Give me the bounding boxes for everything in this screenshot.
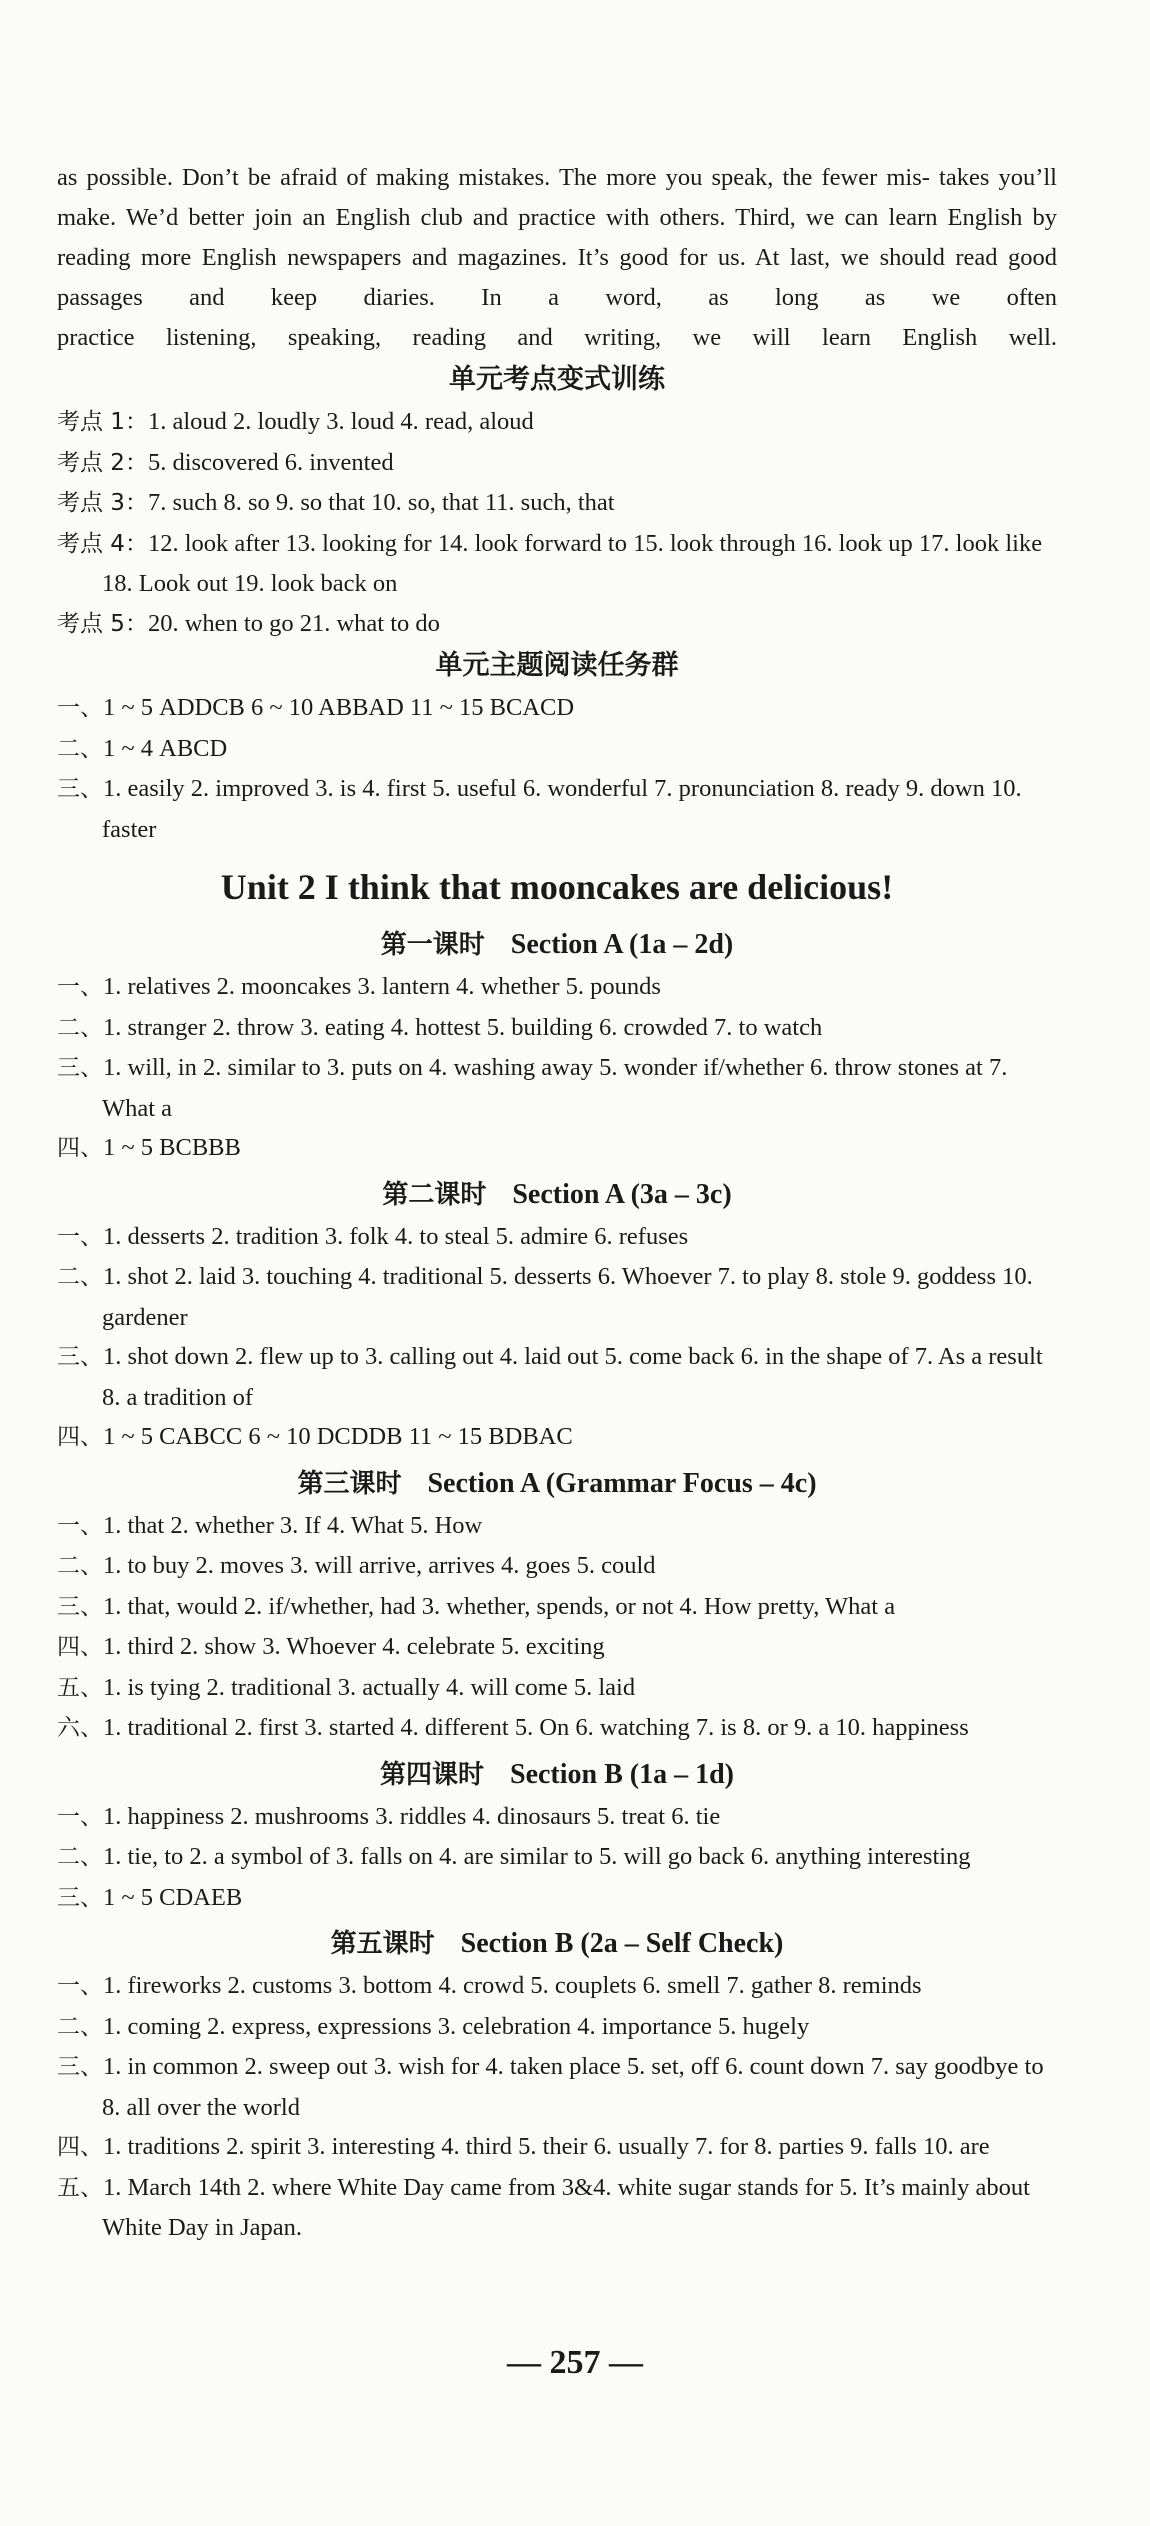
answer-row (57, 1546, 1057, 1587)
intro-line: practice listening, speaking, reading and writing, we will learn English well. (57, 324, 1057, 351)
answer-text: 1. is tying 2. traditional 3. actually 4. will come 5. laid (103, 1673, 636, 1701)
answer-label: 一、 (57, 1803, 103, 1830)
lesson-title (57, 1173, 1057, 1217)
section1-rows (57, 402, 1057, 644)
answer-text: 1. happiness 2. mushrooms 3. riddles 4. dinosaurs 5. treat 6. tie (103, 1802, 721, 1830)
answer-text: 12. look after 13. looking for 14. look forward to 15. look through 16. look up 17. look like 18. Look out 19. look back on (102, 529, 1043, 597)
intro-line: as possible. Don’t be afraid of making mistakes. The more you speak, the fewer mis- (57, 164, 930, 191)
answer-content (57, 158, 1057, 2248)
answer-label: 二、 (57, 1553, 103, 1579)
answer-label: 考点 4： (57, 530, 148, 557)
lesson-title-cn: 第二课时 (382, 1179, 487, 1210)
answer-row (57, 729, 1057, 770)
section2-rows (57, 688, 1057, 849)
answer-label: 三、 (57, 776, 103, 802)
lessons (57, 923, 1057, 2248)
answer-label: 一、 (57, 1973, 103, 1999)
answer-row (57, 1506, 1057, 1547)
answer-row (57, 1217, 1057, 1258)
lesson-title (57, 923, 1057, 967)
answer-label: 三、 (57, 2054, 103, 2080)
answer-text: 1. stranger 2. throw 3. eating 4. hottest 5. building 6. crowded 7. to watch (103, 1013, 823, 1041)
answer-text: 1. third 2. show 3. Whoever 4. celebrate 5. exciting (103, 1633, 605, 1660)
answer-text: 1. coming 2. express, expressions 3. celebration 4. importance 5. hugely (103, 2012, 810, 2040)
section-title-exercises: 单元考点变式训练 (449, 364, 665, 395)
answer-label: 二、 (57, 1264, 103, 1290)
answer-text: 1. shot 2. laid 3. touching 4. traditional 5. desserts 6. Whoever 7. to play 8. stole 9. goddess 10. gardener (102, 1263, 1033, 1331)
answer-label: 三、 (57, 1593, 103, 1620)
answer-row (57, 1417, 1057, 1458)
answer-label: 二、 (57, 2013, 103, 2040)
answer-text: 1. aloud 2. loudly 3. loud 4. read, aloud (147, 408, 534, 435)
answer-label: 二、 (57, 735, 103, 762)
answer-row (57, 443, 1057, 484)
answer-text: 1. will, in 2. similar to 3. puts on 4. washing away 5. wonder if/whether 6. throw stones at 7. What a (102, 1054, 1008, 1122)
answer-row (57, 2168, 1057, 2248)
answer-row (57, 402, 1057, 443)
answer-text: 1 ~ 5 ADDCB 6 ~ 10 ABBAD 11 ~ 15 BCACD (103, 694, 575, 721)
answer-label: 考点 3： (57, 490, 148, 516)
answer-label: 考点 1： (57, 409, 148, 435)
lesson-title-cn: 第三课时 (297, 1468, 402, 1499)
lesson-title-en: Section A (Grammar Focus – 4c) (427, 1467, 817, 1499)
answer-row (57, 769, 1057, 849)
answer-row (57, 688, 1057, 729)
answer-label: 考点 5： (57, 610, 148, 637)
answer-row (57, 1337, 1057, 1417)
answer-row (57, 524, 1057, 604)
answer-text: 1. relatives 2. mooncakes 3. lantern 4. whether 5. pounds (103, 973, 661, 1000)
answer-row (57, 1627, 1057, 1668)
answer-row (57, 2127, 1057, 2168)
answer-text: 1. traditions 2. spirit 3. interesting 4. third 5. their 6. usually 7. for 8. parties 9. falls 10. are (103, 2133, 990, 2160)
answer-label: 五、 (57, 1674, 103, 1701)
answer-text: 1. to buy 2. moves 3. will arrive, arrives 4. goes 5. could (103, 1552, 656, 1579)
answer-label: 六、 (57, 1715, 103, 1741)
lesson-title-en: Section B (1a – 1d) (510, 1758, 734, 1790)
answer-label: 二、 (57, 1844, 103, 1870)
answer-row (57, 1587, 1057, 1628)
answer-text: 1. that 2. whether 3. If 4. What 5. How (103, 1511, 483, 1539)
answer-row (57, 1668, 1057, 1709)
answer-label: 考点 2： (57, 449, 148, 476)
section-title-reading: 单元主题阅读任务群 (435, 650, 679, 681)
answer-text: 1. in common 2. sweep out 3. wish for 4. taken place 5. set, off 6. count down 7. say goodbye to 8. all over the world (102, 2053, 1044, 2121)
lesson-title-en: Section B (2a – Self Check) (460, 1928, 784, 1959)
answer-text: 1. desserts 2. tradition 3. folk 4. to steal 5. admire 6. refuses (103, 1222, 689, 1250)
answer-text: 1. that, would 2. if/whether, had 3. whether, spends, or not 4. How pretty, What a (103, 1592, 896, 1620)
answer-text: 20. when to go 21. what to do (147, 609, 440, 637)
answer-text: 1. easily 2. improved 3. is 4. first 5. useful 6. wonderful 7. pronunciation 8. ready 9. down 10. faster (102, 775, 1022, 843)
answer-row (57, 1797, 1057, 1838)
answer-row (57, 1878, 1057, 1919)
answer-text: 1 ~ 5 CDAEB (103, 1883, 243, 1911)
answer-text: 1. tie, to 2. a symbol of 3. falls on 4. are similar to 5. will go back 6. anything interesting (103, 1843, 971, 1870)
intro-line: At last, we should read good passages and keep diaries. In a word, as long as we often (57, 244, 1058, 311)
answer-row (57, 967, 1057, 1008)
answer-label: 二、 (57, 1014, 103, 1041)
answer-row (57, 1128, 1057, 1169)
answer-text: 1. traditional 2. first 3. started 4. different 5. On 6. watching 7. is 8. or 9. a 10. happiness (103, 1714, 969, 1741)
answer-row (57, 1048, 1057, 1128)
answer-text: 1. fireworks 2. customs 3. bottom 4. crowd 5. couplets 6. smell 7. gather 8. reminds (103, 1972, 922, 1999)
unit-title: Unit 2 I think that mooncakes are delicious! (220, 867, 894, 907)
answer-row (57, 1708, 1057, 1749)
answer-text: 1 ~ 5 BCBBB (103, 1134, 241, 1161)
answer-row (57, 1837, 1057, 1878)
answer-row (57, 604, 1057, 645)
answer-text: 1 ~ 5 CABCC 6 ~ 10 DCDDB 11 ~ 15 BDBAC (103, 1423, 573, 1450)
answer-label: 三、 (57, 1055, 103, 1081)
lesson-title (57, 1462, 1057, 1506)
answer-label: 一、 (57, 1512, 103, 1539)
answer-label: 五、 (57, 2174, 103, 2201)
answer-label: 四、 (57, 1424, 103, 1450)
answer-row (57, 2007, 1057, 2048)
answer-text: 5. discovered 6. invented (147, 448, 394, 476)
page-number: — 257 — (507, 2344, 643, 2381)
answer-label: 四、 (57, 1135, 103, 1161)
answer-text: 7. such 8. so 9. so that 10. so, that 11. such, that (147, 489, 615, 516)
intro-line: takes you’ll make. We’d better join an English club and practice with others. Third, we (57, 164, 1057, 231)
answer-text: 1. shot down 2. flew up to 3. calling out 4. laid out 5. come back 6. in the shape of 7. As a result 8. a tradition of (102, 1343, 1043, 1411)
answer-row (57, 1257, 1057, 1337)
answer-row (57, 483, 1057, 524)
answer-label: 一、 (57, 1223, 103, 1250)
answer-text: 1. March 14th 2. where White Day came from 3&4. white sugar stands for 5. It’s mainly about White Day in Japan. (102, 2173, 1030, 2241)
answer-label: 三、 (57, 1344, 103, 1370)
answer-text: 1 ~ 4 ABCD (103, 734, 228, 762)
lesson-title (57, 1922, 1057, 1966)
answer-label: 四、 (57, 1634, 103, 1660)
lesson-title-en: Section A (3a – 3c) (512, 1178, 732, 1210)
answer-label: 四、 (57, 2134, 103, 2160)
answer-row (57, 2047, 1057, 2127)
intro-line: can learn English by reading more English newspapers and magazines. It’s good for us. (57, 204, 1058, 271)
answer-row (57, 1008, 1057, 1049)
lesson-title-cn: 第五课时 (330, 1929, 435, 1959)
lesson-title-cn: 第四课时 (379, 1759, 484, 1790)
lesson-title-en: Section A (1a – 2d) (510, 929, 734, 960)
lesson-title-cn: 第一课时 (380, 930, 485, 960)
answer-label: 一、 (57, 695, 103, 721)
intro-paragraph (57, 158, 1057, 358)
answer-label: 一、 (57, 974, 103, 1000)
answer-row (57, 1966, 1057, 2007)
lesson-title (57, 1753, 1057, 1797)
answer-label: 三、 (57, 1884, 103, 1911)
